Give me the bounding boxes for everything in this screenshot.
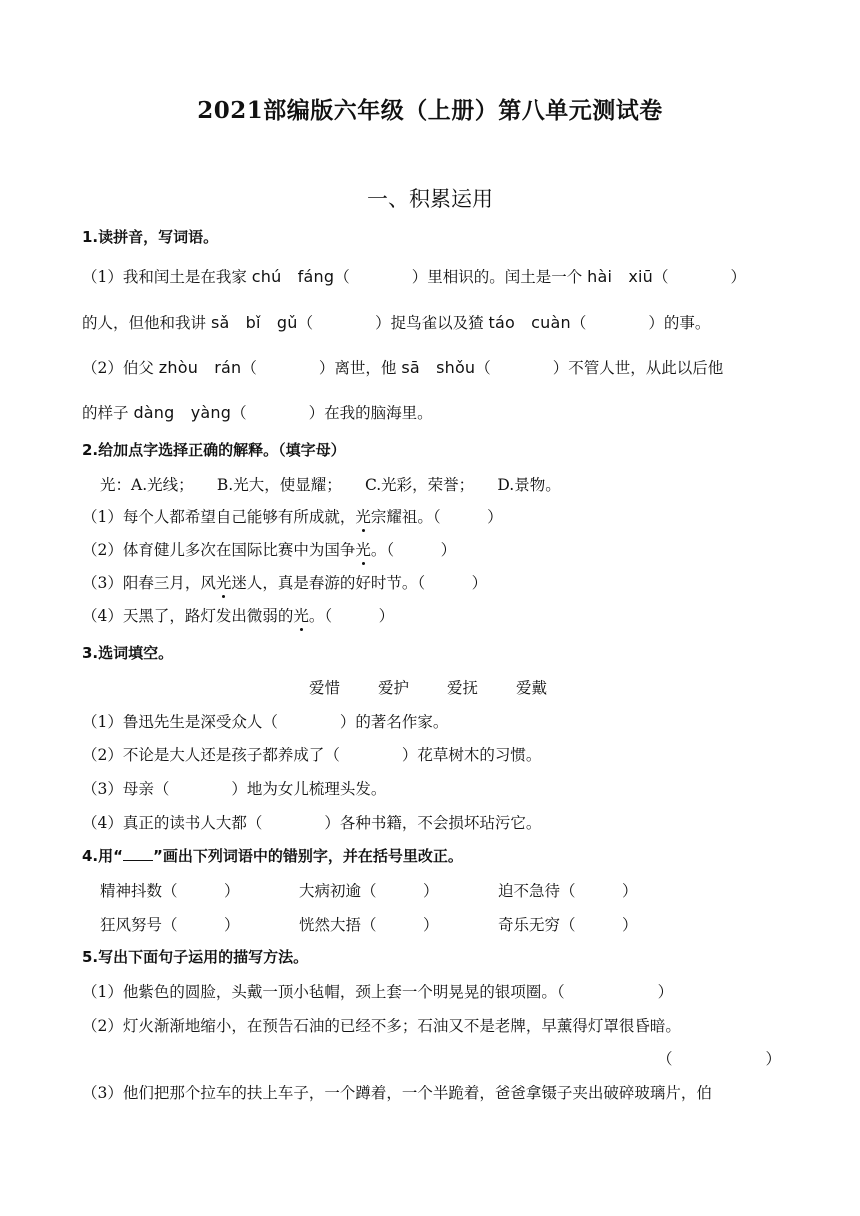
pinyin: chú fáng [251,267,335,286]
q3-item-2: （2）不论是大人还是孩子都养成了（ ）花草树木的习惯。 [82,746,542,764]
q2-text: 。（ ） [370,541,457,559]
word-option: 爱抚 [447,679,479,697]
q1-heading: 1.读拼音，写词语。 [82,228,219,246]
pinyin: dàng yàng [133,403,232,422]
q1-line-1 [82,264,782,287]
q2-item-2 [82,538,782,560]
q1-text: 的样子 [82,404,134,422]
pinyin: zhòu rán [158,358,242,377]
q1-text: （ ）离世，他 [241,359,402,377]
word-item: 奇乐无穷（ ） [498,916,638,934]
word-option: 爱惜 [309,679,341,697]
q3-item-1: （1）鲁迅先生是深受众人（ ）的著名作家。 [82,713,449,731]
q2-item-4 [82,604,782,626]
q2-heading: 2.给加点字选择正确的解释。（填字母） [82,441,346,459]
pinyin: sǎ bǐ gǔ [210,313,298,332]
word-item: 迫不急待（ ） [498,882,638,900]
q1-line-2 [82,310,782,333]
q3-item-3: （3）母亲（ ）地为女儿梳理头发。 [82,780,387,798]
section-heading: 一、积累运用 [367,187,493,211]
q1-text: （ ） [653,268,747,286]
word-option: 爱戴 [516,679,548,697]
q1-line-3 [82,355,782,378]
q2-text: 宗耀祖。（ ） [370,508,503,526]
q1-line-4 [82,400,782,423]
word-item: 狂风努号（ ） [100,916,240,934]
q2-text: 迷人，真是春游的好时节。（ ） [231,574,488,592]
q1-text: （ ）的事。 [570,314,711,332]
q3-heading: 3.选词填空。 [82,644,174,662]
dotted-char: 光 [355,538,371,560]
word-item: 恍然大捂（ ） [299,916,439,934]
q2-options: 光：A.光线； B.光大，使显耀； C.光彩，荣誉； D.景物。 [100,476,561,494]
q5-item-3: （3）他们把那个拉车的扶上车子，一个蹲着，一个半跪着，爸爸拿镊子夹出破碎玻璃片，伯 [82,1084,712,1102]
page-title: 2021部编版六年级（上册）第八单元测试卷 [197,97,663,124]
q1-text: （ ）里相识的。闰土是一个 [334,268,588,286]
q1-text: （ ）在我的脑海里。 [231,404,433,422]
q2-text: （1）每个人都希望自己能够有所成就， [82,508,356,526]
q5-heading: 5.写出下面句子运用的描写方法。 [82,948,309,966]
q5-item-2: （2）灯火渐渐地缩小，在预告石油的已经不多；石油又不是老牌，早薰得灯罩很昏暗。 [82,1017,681,1035]
q5-item-2-answer: （ ） [657,1050,782,1068]
q2-text: （2）体育健儿多次在国际比赛中为国争 [82,541,356,559]
q2-text: （3）阳春三月，风 [82,574,216,592]
q1-text: （ ）捉鸟雀以及猹 [297,314,489,332]
word-item: 大病初逾（ ） [299,882,439,900]
pinyin: hài xiū [587,267,654,286]
pinyin: táo cuàn [488,313,571,332]
q2-text: 。（ ） [308,607,395,625]
dotted-char: 光 [355,505,371,527]
q4-heading-post: ”画出下列词语中的错别字，并在括号里改正。 [153,847,463,865]
dotted-char: 光 [293,604,309,626]
q1-text: （2）伯父 [82,359,159,377]
q4-heading-pre: 4.用“ [82,847,123,865]
q2-item-1 [82,505,782,527]
word-item: 精神抖数（ ） [100,882,240,900]
q4-heading [82,845,782,866]
q5-item-1: （1）他紫色的圆脸，头戴一顶小毡帽，颈上套一个明晃晃的银项圈。（ ） [82,983,674,1001]
q3-item-4: （4）真正的读书人大都（ ）各种书籍，不会损坏玷污它。 [82,814,542,832]
underline-sample [123,846,153,861]
q1-text: （ ）不管人世，从此以后他 [475,359,724,377]
q1-text: （1）我和闰土是在我家 [82,268,252,286]
q1-text: 的人，但他和我讲 [82,314,211,332]
q2-text: （4）天黑了，路灯发出微弱的 [82,607,294,625]
q2-item-3 [82,571,782,593]
pinyin: sā shǒu [401,358,476,377]
dotted-char: 光 [216,571,232,593]
word-option: 爱护 [378,679,410,697]
